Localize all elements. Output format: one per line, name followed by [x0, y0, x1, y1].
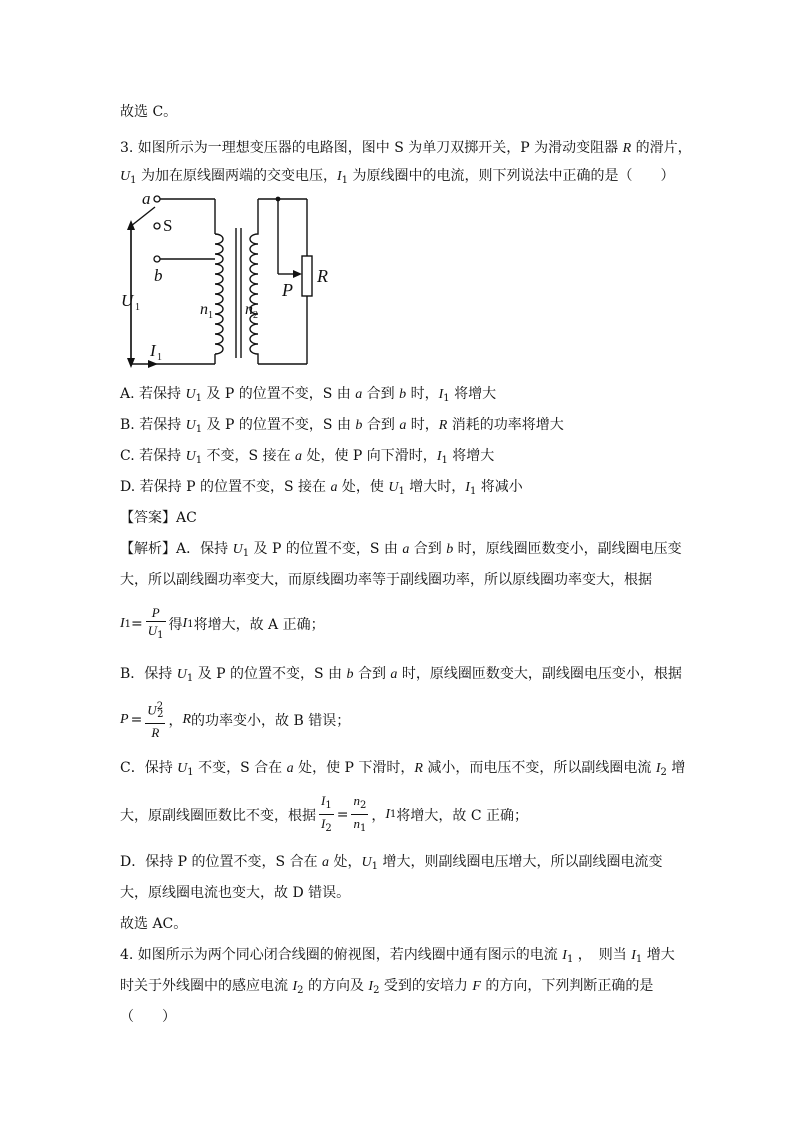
- fraction-u2sq-over-r: $\frac{U^2_2}{R}$: [145, 698, 165, 741]
- label-I1-sub: 1: [157, 352, 162, 363]
- fraction-i1-over-i2: $\frac{I_1}{I_2}$: [321, 793, 332, 834]
- q3-stem-line2: $U_1$ 为加在原线圈两端的交变电压，$I_1$ 为原线圈中的电流，则下列说法中正确的是（ ）: [120, 168, 675, 186]
- fraction-n2-over-n1: $\frac{n_2}{n_1}$: [353, 793, 367, 834]
- explanation-line2: 大，所以副线圈功率变大，而原线圈功率等于副线圈功率，所以原线圈功率变大，根据: [120, 572, 652, 588]
- label-U1: U: [121, 291, 134, 310]
- label-I1: I: [150, 341, 156, 360]
- label-a: a: [142, 189, 151, 208]
- equation-1-line: I 1 = $\frac{P}{U_1}$ 得 I 1 将增大，故 A 正确；: [120, 604, 325, 644]
- equation-2-line: P = $\frac{U^2_2}{R}$ ， R 的功率变小，故 B 错误；: [120, 698, 350, 741]
- label-P: P: [282, 280, 293, 300]
- q4-stem-line2: 时关于外线圈中的感应电流 $I_2$ 的方向及 $I_2$ 受到的安培力 F 的方向，下列判断正确的是: [120, 978, 654, 996]
- label-n2: n: [245, 301, 253, 318]
- label-U1-sub: 1: [135, 302, 140, 313]
- prev-answer-line: 故选 C。: [120, 104, 178, 120]
- option-a: A. 若保持 $U_1$ 及 P 的位置不变，S 由 a 合到 b 时，$I_1$ 将增大: [120, 386, 497, 404]
- option-b: B. 若保持 $U_1$ 及 P 的位置不变，S 由 b 合到 a 时，R 消耗的功率将增大: [120, 417, 564, 435]
- label-n2-sub: 2: [253, 310, 258, 321]
- q4-stem-line3: （ ）: [120, 1009, 176, 1025]
- equation-3-line: 大，原副线圈匝数比不变，根据 $\frac{I_1}{I_2}$ = $\frac{n_2}{n_1}$ ， I 1 将增大，故 C 正确；: [120, 792, 528, 837]
- option-d: D. 若保持 P 的位置不变，S 接在 a 处，使 $U_1$ 增大时，$I_1$ 将减小: [120, 479, 523, 497]
- explanation-line4: C．保持 $U_1$ 不变，S 合在 a 处，使 P 下滑时，R 减小，而电压不变，所以副线圈电流 $I_2$ 增: [120, 760, 686, 778]
- q4-stem-line1: 4. 如图所示为两个同心闭合线圈的俯视图，若内线圈中通有图示的电流 $I_1$ ， 则当 $I_1$ 增大: [120, 947, 675, 965]
- label-n1-sub: 1: [208, 310, 213, 321]
- final-answer-line: 故选 AC。: [120, 916, 188, 932]
- option-c: C. 若保持 $U_1$ 不变，S 接在 a 处，使 P 向下滑时，$I_1$ 将增大: [120, 448, 495, 466]
- label-S: S: [163, 216, 173, 235]
- explanation-line3: B．保持 $U_1$ 及 P 的位置不变，S 由 b 合到 a 时，原线圈匝数变大，副线圈电压变小，根据: [120, 666, 682, 684]
- transformer-circuit-diagram: [118, 186, 348, 372]
- label-R: R: [317, 266, 328, 286]
- q3-stem-line1: 3. 如图所示为一理想变压器的电路图，图中 S 为单刀双掷开关，P 为滑动变阻器 R 的滑片，: [120, 140, 692, 156]
- label-n1: n: [200, 301, 208, 318]
- explanation-line6: 大，原线圈电流也变大，故 D 错误。: [120, 885, 351, 901]
- explanation-line5: D．保持 P 的位置不变，S 合在 a 处，$U_1$ 增大，则副线圈电压增大，所以副线圈电流变: [120, 854, 663, 872]
- answer-line: 【答案】AC: [120, 510, 197, 526]
- explanation-line1: 【解析】A．保持 $U_1$ 及 P 的位置不变，S 由 a 合到 b 时，原线圈匝数变小，副线圈电压变: [120, 541, 682, 559]
- label-b: b: [154, 266, 163, 285]
- fraction-p-over-u1: $\frac{P}{U_1}$: [147, 605, 164, 641]
